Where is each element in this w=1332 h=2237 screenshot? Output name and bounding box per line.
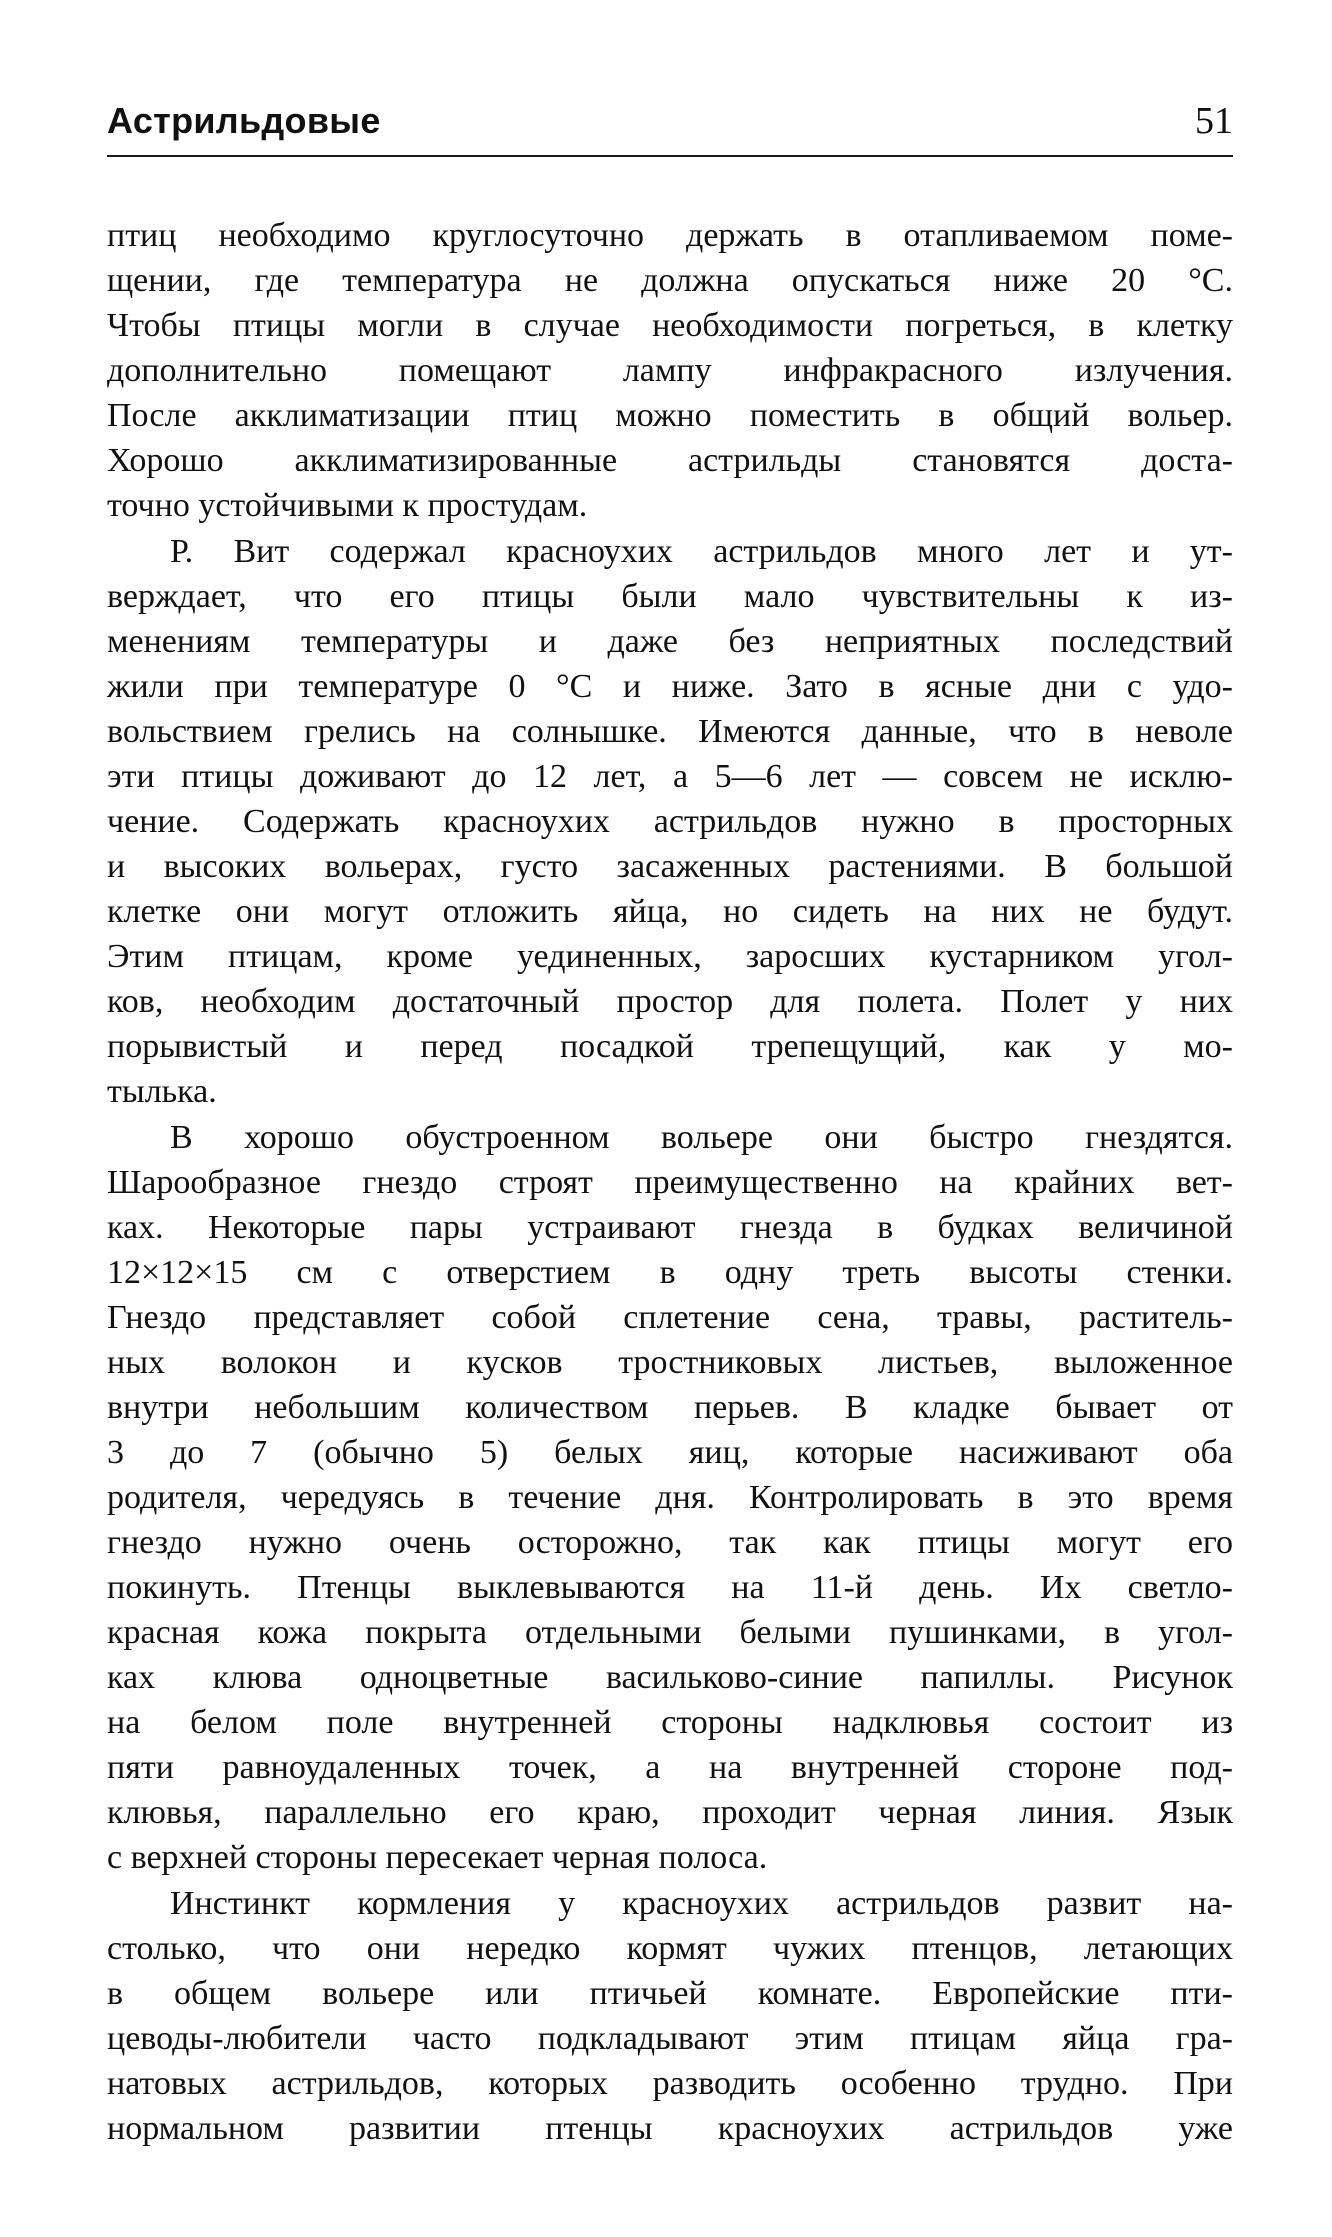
body-text bbox=[107, 213, 1233, 2151]
text-line: пяти равноудаленных точек, а на внутренней стороне под- bbox=[107, 1749, 1233, 1786]
paragraph bbox=[107, 529, 1233, 1114]
text-line: покинуть. Птенцы выклевываются на 11-й день. Их светло- bbox=[107, 1569, 1233, 1606]
running-head bbox=[107, 95, 1233, 157]
paragraph bbox=[107, 213, 1233, 528]
page-number: 51 bbox=[1195, 100, 1233, 142]
text-line: После акклиматизации птиц можно поместить в общий вольер. bbox=[107, 397, 1233, 434]
text-line: натовых астрильдов, которых разводить особенно трудно. При bbox=[107, 2065, 1233, 2102]
text-line: Р. Вит содержал красноухих астрильдов много лет и ут- bbox=[170, 533, 1233, 570]
text-line: дополнительно помещают лампу инфракрасного излучения. bbox=[107, 352, 1233, 389]
text-line: менениям температуры и даже без неприятных последствий bbox=[107, 623, 1233, 660]
text-line: гнездо нужно очень осторожно, так как птицы могут его bbox=[107, 1524, 1233, 1561]
text-line: в общем вольере или птичьей комнате. Европейские пти- bbox=[107, 1975, 1233, 2012]
text-line: чение. Содержать красноухих астрильдов нужно в просторных bbox=[107, 803, 1233, 840]
text-line: ках. Некоторые пары устраивают гнезда в будках величиной bbox=[107, 1209, 1233, 1246]
text-line: клетке они могут отложить яйца, но сидеть на них не будут. bbox=[107, 893, 1233, 930]
text-line: красная кожа покрыта отдельными белыми пушинками, в угол- bbox=[107, 1614, 1233, 1651]
text-line: жили при температуре 0 °С и ниже. Зато в ясные дни с удо- bbox=[107, 668, 1233, 705]
text-line: нормальном развитии птенцы красноухих астрильдов уже bbox=[107, 2110, 1233, 2147]
text-line: птиц необходимо круглосуточно держать в отапливаемом поме- bbox=[107, 217, 1233, 254]
text-line: точно устойчивыми к простудам. bbox=[107, 487, 588, 524]
text-line: цеводы-любители часто подкладывают этим птицам яйца гра- bbox=[107, 2020, 1233, 2057]
text-line: Шарообразное гнездо строят преимущественно на крайних вет- bbox=[107, 1164, 1233, 1201]
text-line: клювья, параллельно его краю, проходит черная линия. Язык bbox=[107, 1794, 1233, 1831]
text-line: щении, где температура не должна опускаться ниже 20 °С. bbox=[107, 262, 1233, 299]
text-line: Этим птицам, кроме уединенных, заросших кустарником угол- bbox=[107, 938, 1233, 975]
text-line: Инстинкт кормления у красноухих астрильдов развит на- bbox=[170, 1885, 1233, 1922]
text-line: 12×12×15 см с отверстием в одну треть высоты стенки. bbox=[107, 1254, 1233, 1291]
paragraph bbox=[107, 1881, 1233, 2151]
text-line: ках клюва одноцветные васильково-синие папиллы. Рисунок bbox=[107, 1659, 1233, 1696]
text-line: ных волокон и кусков тростниковых листьев, выложенное bbox=[107, 1344, 1233, 1381]
text-line: вольствием грелись на солнышке. Имеются данные, что в неволе bbox=[107, 713, 1233, 750]
text-line: порывистый и перед посадкой трепещущий, как у мо- bbox=[107, 1028, 1233, 1065]
text-line: 3 до 7 (обычно 5) белых яиц, которые насиживают оба bbox=[107, 1434, 1233, 1471]
text-line: родителя, чередуясь в течение дня. Контролировать в это время bbox=[107, 1479, 1233, 1516]
text-line: В хорошо обустроенном вольере они быстро гнездятся. bbox=[170, 1119, 1233, 1156]
section-title: Астрильдовые bbox=[107, 100, 381, 141]
text-line: Чтобы птицы могли в случае необходимости погреться, в клетку bbox=[107, 307, 1233, 344]
paragraph bbox=[107, 1115, 1233, 1880]
text-line: верждает, что его птицы были мало чувствительны к из- bbox=[107, 578, 1233, 615]
text-line: столько, что они нередко кормят чужих птенцов, летающих bbox=[107, 1930, 1233, 1967]
text-line: и высоких вольерах, густо засаженных растениями. В большой bbox=[107, 848, 1233, 885]
text-line: эти птицы доживают до 12 лет, а 5—6 лет — совсем не исклю- bbox=[107, 758, 1233, 795]
text-line: на белом поле внутренней стороны надклювья состоит из bbox=[107, 1704, 1233, 1741]
text-line: Гнездо представляет собой сплетение сена, травы, раститель- bbox=[107, 1299, 1233, 1336]
text-line: тылька. bbox=[107, 1073, 217, 1110]
text-line: ков, необходим достаточный простор для полета. Полет у них bbox=[107, 983, 1233, 1020]
text-line: Хорошо акклиматизированные астрильды становятся доста- bbox=[107, 442, 1233, 479]
text-line: внутри небольшим количеством перьев. В кладке бывает от bbox=[107, 1389, 1233, 1426]
text-line: с верхней стороны пересекает черная полоса. bbox=[107, 1839, 768, 1876]
